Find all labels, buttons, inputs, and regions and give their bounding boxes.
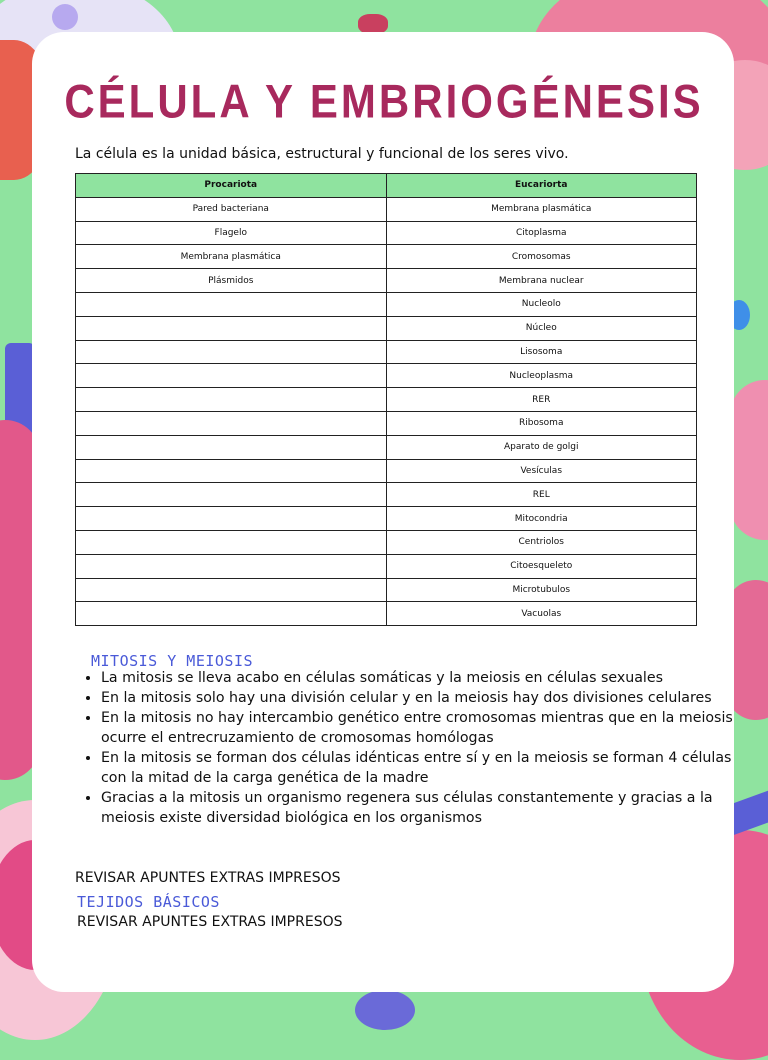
table-row: [76, 554, 697, 578]
cell-procariota: [76, 340, 387, 364]
cell-eucariota: Citoplasma: [386, 221, 697, 245]
cell-eucariota: Citoesqueleto: [386, 554, 697, 578]
header-procariota: Procariota: [76, 174, 387, 198]
cell-eucariota: Lisosoma: [386, 340, 697, 364]
cell-procariota: [76, 578, 387, 602]
decor-dot-red: [358, 14, 388, 34]
cell-eucariota: Nucleolo: [386, 292, 697, 316]
table-row: [76, 364, 697, 388]
table-row: [76, 388, 697, 412]
list-item: • En la mitosis no hay intercambio genético entre cromosomas mientras que en la meiosis ocurre el entrecruzamiento de cromosomas homólogas: [101, 708, 741, 748]
cell-procariota: Flagelo: [76, 221, 387, 245]
cell-procariota: [76, 507, 387, 531]
table-row: [76, 340, 697, 364]
table-row: [76, 602, 697, 626]
cell-eucariota: Ribosoma: [386, 411, 697, 435]
table-row: [76, 435, 697, 459]
table-body: [76, 197, 697, 625]
cell-procariota: [76, 483, 387, 507]
mitosis-points-list: [81, 668, 741, 828]
table-row: [76, 316, 697, 340]
table-row: [76, 245, 697, 269]
table-row: [76, 292, 697, 316]
decor-dot-purple: [52, 4, 78, 30]
cell-procariota: Plásmidos: [76, 269, 387, 293]
decor-organ-right: [730, 380, 768, 540]
list-item: • La mitosis se lleva acabo en células somáticas y la meiosis en células sexuales: [101, 668, 741, 688]
intro-text: La célula es la unidad básica, estructural y funcional de los seres vivo.: [75, 146, 569, 162]
table-row: [76, 221, 697, 245]
mitosis-heading: MITOSIS Y MEIOSIS: [91, 652, 254, 670]
decor-blob-bottom-mid: [355, 990, 415, 1030]
table-row: [76, 197, 697, 221]
cell-procariota: [76, 292, 387, 316]
table-row: [76, 483, 697, 507]
table-header-row: [76, 174, 697, 198]
header-eucariota: Eucariorta: [386, 174, 697, 198]
cell-eucariota: Núcleo: [386, 316, 697, 340]
table-row: [76, 459, 697, 483]
table-row: [76, 578, 697, 602]
cell-eucariota: Membrana nuclear: [386, 269, 697, 293]
table-row: [76, 530, 697, 554]
tejidos-note: REVISAR APUNTES EXTRAS IMPRESOS: [77, 914, 343, 930]
table-row: [76, 269, 697, 293]
cell-procariota: Membrana plasmática: [76, 245, 387, 269]
page-title: CÉLULA Y EMBRIOGÉNESIS: [64, 75, 704, 128]
table-row: [76, 411, 697, 435]
cell-procariota: [76, 554, 387, 578]
cell-eucariota: Mitocondria: [386, 507, 697, 531]
cell-eucariota: Centriolos: [386, 530, 697, 554]
cell-eucariota: Cromosomas: [386, 245, 697, 269]
mitosis-note: REVISAR APUNTES EXTRAS IMPRESOS: [75, 870, 341, 886]
table-row: [76, 507, 697, 531]
cell-procariota: [76, 530, 387, 554]
cell-procariota: [76, 459, 387, 483]
cell-eucariota: Membrana plasmática: [386, 197, 697, 221]
cell-procariota: Pared bacteriana: [76, 197, 387, 221]
cell-procariota: [76, 364, 387, 388]
cell-eucariota: RER: [386, 388, 697, 412]
cell-eucariota: Vesículas: [386, 459, 697, 483]
list-item: • Gracias a la mitosis un organismo regenera sus células constantemente y gracias a la meiosis existe diversidad biológica en los organismos: [101, 788, 741, 828]
cell-procariota: [76, 411, 387, 435]
cell-procariota: [76, 316, 387, 340]
cell-procariota: [76, 602, 387, 626]
cell-eucariota: Vacuolas: [386, 602, 697, 626]
list-item: • En la mitosis solo hay una división celular y en la meiosis hay dos divisiones celulares: [101, 688, 741, 708]
cell-procariota: [76, 435, 387, 459]
list-item: • En la mitosis se forman dos células idénticas entre sí y en la meiosis se forman 4 células con la mitad de la carga genética de la madre: [101, 748, 741, 788]
cell-eucariota: Nucleoplasma: [386, 364, 697, 388]
cell-eucariota: Aparato de golgi: [386, 435, 697, 459]
cell-eucariota: Microtubulos: [386, 578, 697, 602]
cell-procariota: [76, 388, 387, 412]
cell-eucariota: REL: [386, 483, 697, 507]
tejidos-heading: TEJIDOS BÁSICOS: [77, 893, 220, 911]
cell-types-table: [75, 173, 697, 626]
